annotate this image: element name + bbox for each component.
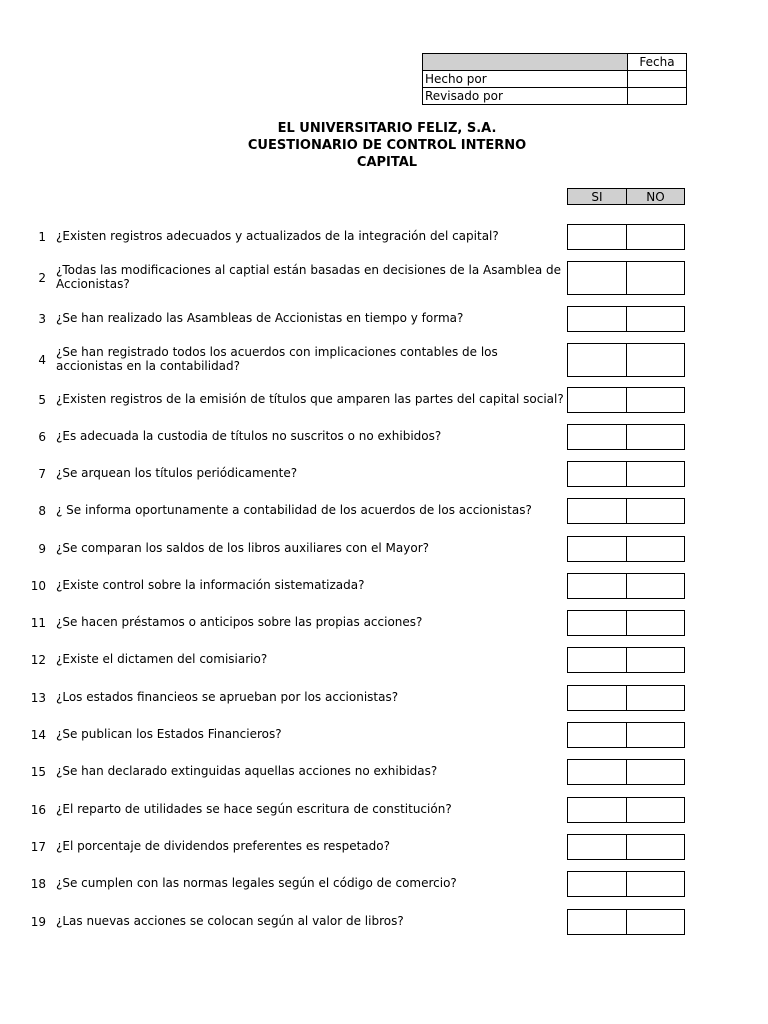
answer-no-box[interactable] (626, 685, 685, 711)
question-row (0, 610, 768, 636)
answer-si-box[interactable] (567, 573, 627, 599)
question-number: 2 (38, 271, 46, 285)
question-number: 13 (30, 691, 46, 705)
question-text: ¿Se hacen préstamos o anticipos sobre las propias acciones? (56, 615, 423, 629)
question-number: 17 (30, 840, 46, 854)
si-column-header: SI (567, 188, 627, 205)
question-text: ¿Existe control sobre la información sistematizada? (56, 578, 365, 592)
answer-si-box[interactable] (567, 871, 627, 897)
answer-si-box[interactable] (567, 461, 627, 487)
question-row (0, 224, 768, 250)
question-number: 11 (30, 616, 46, 630)
question-text: ¿El porcentaje de dividendos preferentes es respetado? (56, 839, 390, 853)
answer-no-box[interactable] (626, 343, 685, 377)
question-text: ¿Se han registrado todos los acuerdos con implicaciones contables de los accionistas en la contabilidad? (56, 345, 498, 373)
answer-no-box[interactable] (626, 722, 685, 748)
question-number: 6 (38, 430, 46, 444)
question-text: ¿Todas las modificaciones al captial están basadas en decisiones de la Asamblea de Accionistas? (56, 263, 561, 291)
question-text: ¿Se han declarado extinguidas aquellas acciones no exhibidas? (56, 764, 438, 778)
question-text: ¿Se publican los Estados Financieros? (56, 727, 282, 741)
question-row (0, 261, 768, 295)
question-row (0, 834, 768, 860)
question-row (0, 722, 768, 748)
answer-si-box[interactable] (567, 909, 627, 935)
question-row (0, 424, 768, 450)
question-number: 5 (38, 393, 46, 407)
question-text: ¿Las nuevas acciones se colocan según al valor de libros? (56, 914, 404, 928)
answer-no-box[interactable] (626, 834, 685, 860)
question-number: 7 (38, 467, 46, 481)
answer-no-box[interactable] (626, 224, 685, 250)
question-row (0, 461, 768, 487)
reviewed-by-label: Revisado por (423, 88, 628, 105)
answer-no-box[interactable] (626, 759, 685, 785)
answer-no-box[interactable] (626, 647, 685, 673)
question-text: ¿Se comparan los saldos de los libros auxiliares con el Mayor? (56, 541, 429, 555)
answer-no-box[interactable] (626, 261, 685, 295)
made-by-label: Hecho por (423, 71, 628, 88)
answer-no-box[interactable] (626, 909, 685, 935)
answer-si-box[interactable] (567, 387, 627, 413)
question-text: ¿Se arquean los títulos periódicamente? (56, 466, 298, 480)
answer-no-box[interactable] (626, 797, 685, 823)
question-number: 8 (38, 504, 46, 518)
question-number: 3 (38, 312, 46, 326)
reviewed-by-date-cell[interactable] (628, 88, 687, 105)
question-row (0, 797, 768, 823)
answer-si-box[interactable] (567, 536, 627, 562)
question-text: ¿Se cumplen con las normas legales según el código de comercio? (56, 876, 457, 890)
question-row (0, 647, 768, 673)
question-text: ¿Los estados financieos se aprueban por los accionistas? (56, 690, 399, 704)
question-row (0, 387, 768, 413)
answer-si-box[interactable] (567, 834, 627, 860)
answer-no-box[interactable] (626, 536, 685, 562)
made-by-date-cell[interactable] (628, 71, 687, 88)
question-row (0, 306, 768, 332)
answer-si-box[interactable] (567, 759, 627, 785)
question-text: ¿El reparto de utilidades se hace según escritura de constitución? (56, 802, 452, 816)
question-row (0, 685, 768, 711)
question-number: 15 (30, 765, 46, 779)
question-number: 16 (30, 803, 46, 817)
signoff-header-blank (423, 54, 628, 71)
no-column-header: NO (626, 188, 685, 205)
question-row (0, 909, 768, 935)
question-number: 12 (30, 653, 46, 667)
answer-no-box[interactable] (626, 573, 685, 599)
question-text: ¿Existe el dictamen del comisiario? (56, 652, 268, 666)
made-by-row (423, 71, 687, 88)
answer-si-box[interactable] (567, 306, 627, 332)
signoff-header-row (423, 54, 687, 71)
answer-si-box[interactable] (567, 424, 627, 450)
question-number: 19 (30, 915, 46, 929)
answer-si-box[interactable] (567, 343, 627, 377)
answer-si-box[interactable] (567, 498, 627, 524)
question-number: 14 (30, 728, 46, 742)
question-number: 4 (38, 353, 46, 367)
answer-si-box[interactable] (567, 797, 627, 823)
answer-no-box[interactable] (626, 306, 685, 332)
answer-no-box[interactable] (626, 387, 685, 413)
document-title: CUESTIONARIO DE CONTROL INTERNO (247, 138, 527, 153)
signoff-table (422, 53, 687, 105)
question-number: 1 (38, 230, 46, 244)
answer-si-box[interactable] (567, 224, 627, 250)
answer-si-box[interactable] (567, 610, 627, 636)
question-text: ¿Existen registros adecuados y actualizados de la integración del capital? (56, 229, 499, 243)
question-row (0, 536, 768, 562)
answer-si-box[interactable] (567, 647, 627, 673)
answer-no-box[interactable] (626, 871, 685, 897)
company-name: EL UNIVERSITARIO FELIZ, S.A. (277, 121, 497, 136)
reviewed-by-row (423, 88, 687, 105)
question-text: ¿ Se informa oportunamente a contabilidad de los acuerdos de los accionistas? (56, 503, 532, 517)
answer-no-box[interactable] (626, 610, 685, 636)
question-row (0, 759, 768, 785)
answer-si-box[interactable] (567, 261, 627, 295)
answer-si-box[interactable] (567, 685, 627, 711)
question-text: ¿Existen registros de la emisión de títulos que amparen las partes del capital social? (56, 392, 564, 406)
question-row (0, 871, 768, 897)
section-title: CAPITAL (356, 155, 418, 170)
answer-si-box[interactable] (567, 722, 627, 748)
question-number: 9 (38, 542, 46, 556)
answer-no-box[interactable] (626, 424, 685, 450)
question-number: 18 (30, 877, 46, 891)
answer-no-box[interactable] (626, 461, 685, 487)
date-label: Fecha (628, 54, 687, 71)
question-row (0, 498, 768, 524)
question-text: ¿Es adecuada la custodia de títulos no suscritos o no exhibidos? (56, 429, 442, 443)
question-number: 10 (30, 579, 46, 593)
answer-no-box[interactable] (626, 498, 685, 524)
question-row (0, 343, 768, 377)
question-text: ¿Se han realizado las Asambleas de Accionistas en tiempo y forma? (56, 311, 464, 325)
question-row (0, 573, 768, 599)
